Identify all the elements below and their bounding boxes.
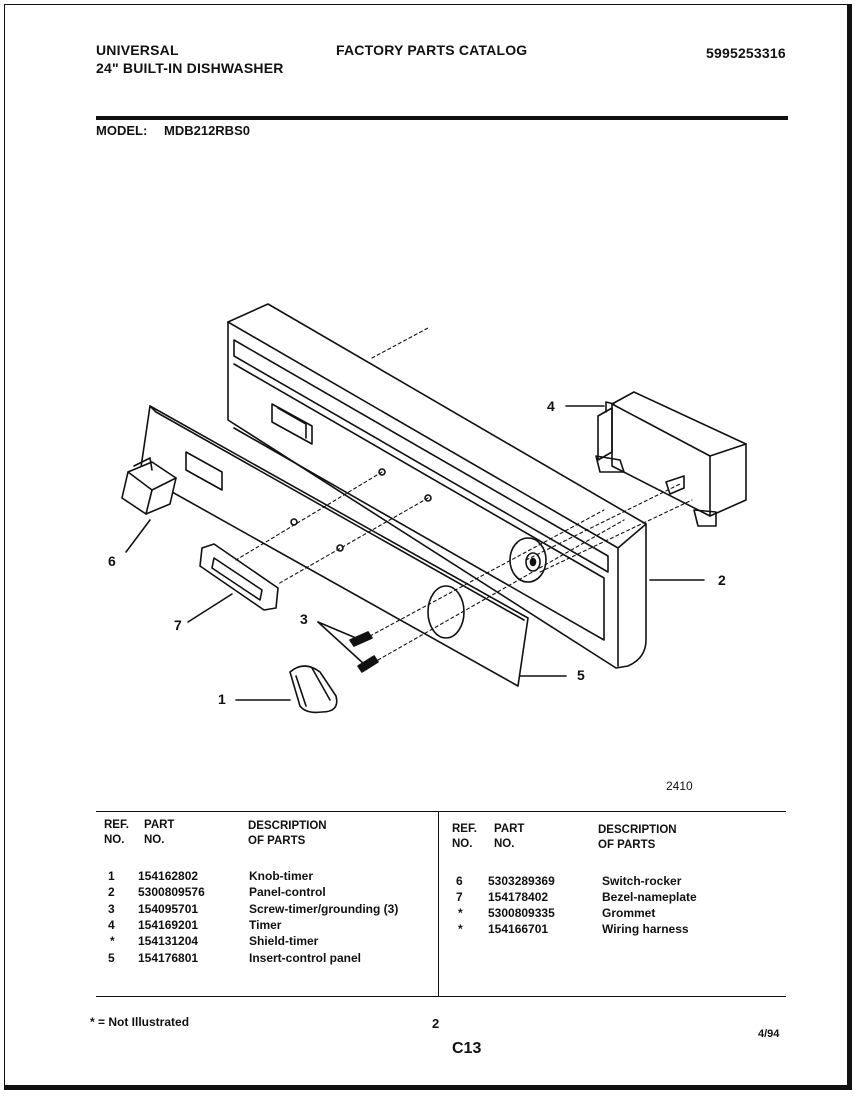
ref-cell: 7 <box>456 890 463 904</box>
desc-cell: Panel-control <box>249 885 326 899</box>
model-value: MDB212RBS0 <box>164 123 250 138</box>
right-part-header: PART NO. <box>494 823 525 850</box>
part-cell: 5300809576 <box>138 885 205 899</box>
ref-cell: 4 <box>108 918 115 932</box>
desc-cell: Grommet <box>602 906 656 920</box>
ref-cell: 1 <box>108 869 115 883</box>
table-bottom-rule <box>96 996 786 997</box>
desc-cell: Knob-timer <box>249 869 313 883</box>
part-cell: 154176801 <box>138 951 199 965</box>
part-cell: 154178402 <box>488 890 549 904</box>
part-cell: 5300809335 <box>488 906 555 920</box>
ref-cell: * <box>458 922 463 936</box>
timer-drawing <box>596 392 746 526</box>
callout-5: 5 <box>577 667 585 683</box>
part-cell: 154131204 <box>138 934 199 948</box>
part-cell: 154166701 <box>488 922 549 936</box>
callout-7: 7 <box>174 617 182 633</box>
ref-cell: 3 <box>108 902 115 916</box>
brand-name: UNIVERSAL <box>96 42 179 58</box>
desc-cell: Shield-timer <box>249 934 319 948</box>
table-divider <box>438 812 439 997</box>
left-ref-header: REF. NO. <box>104 819 129 846</box>
page-number: 2 <box>432 1016 440 1031</box>
callout-6: 6 <box>108 553 116 569</box>
desc-cell: Wiring harness <box>602 922 689 936</box>
part-cell: 154162802 <box>138 869 199 883</box>
revision-date: 4/94 <box>758 1028 780 1040</box>
callout-3: 3 <box>300 611 308 627</box>
desc-cell: Timer <box>249 918 282 932</box>
part-cell: 154169201 <box>138 918 199 932</box>
ref-cell: * <box>110 934 115 948</box>
bezel-nameplate-drawing <box>200 544 278 610</box>
right-ref-header: REF. NO. <box>452 823 477 850</box>
ref-cell: 5 <box>108 951 115 965</box>
ref-cell: * <box>458 906 463 920</box>
ref-cell: 2 <box>108 885 115 899</box>
desc-cell: Insert-control panel <box>249 951 362 965</box>
part-cell: 5303289369 <box>488 874 555 888</box>
desc-cell: Bezel-nameplate <box>602 890 697 904</box>
catalog-number: 5995253316 <box>706 45 786 61</box>
ref-cell: 6 <box>456 874 463 888</box>
desc-cell: Switch-rocker <box>602 874 682 888</box>
catalog-title: FACTORY PARTS CATALOG <box>336 42 528 58</box>
part-cell: 154095701 <box>138 902 199 916</box>
callout-2: 2 <box>718 572 726 588</box>
figure-code: 2410 <box>666 779 693 793</box>
left-desc-header: DESCRIPTION OF PARTS <box>248 820 327 847</box>
model-label: MODEL: <box>96 123 148 138</box>
left-part-header: PART NO. <box>144 819 175 846</box>
not-illustrated-note: * = Not Illustrated <box>90 1015 190 1029</box>
desc-cell: Screw-timer/grounding (3) <box>249 902 399 916</box>
page-code: C13 <box>452 1040 482 1057</box>
right-desc-header: DESCRIPTION OF PARTS <box>598 824 677 851</box>
callout-1: 1 <box>218 691 226 707</box>
callout-4: 4 <box>547 398 555 414</box>
product-name: 24" BUILT-IN DISHWASHER <box>96 60 284 76</box>
table-top-rule <box>96 811 786 812</box>
knob-timer-drawing <box>290 666 337 712</box>
